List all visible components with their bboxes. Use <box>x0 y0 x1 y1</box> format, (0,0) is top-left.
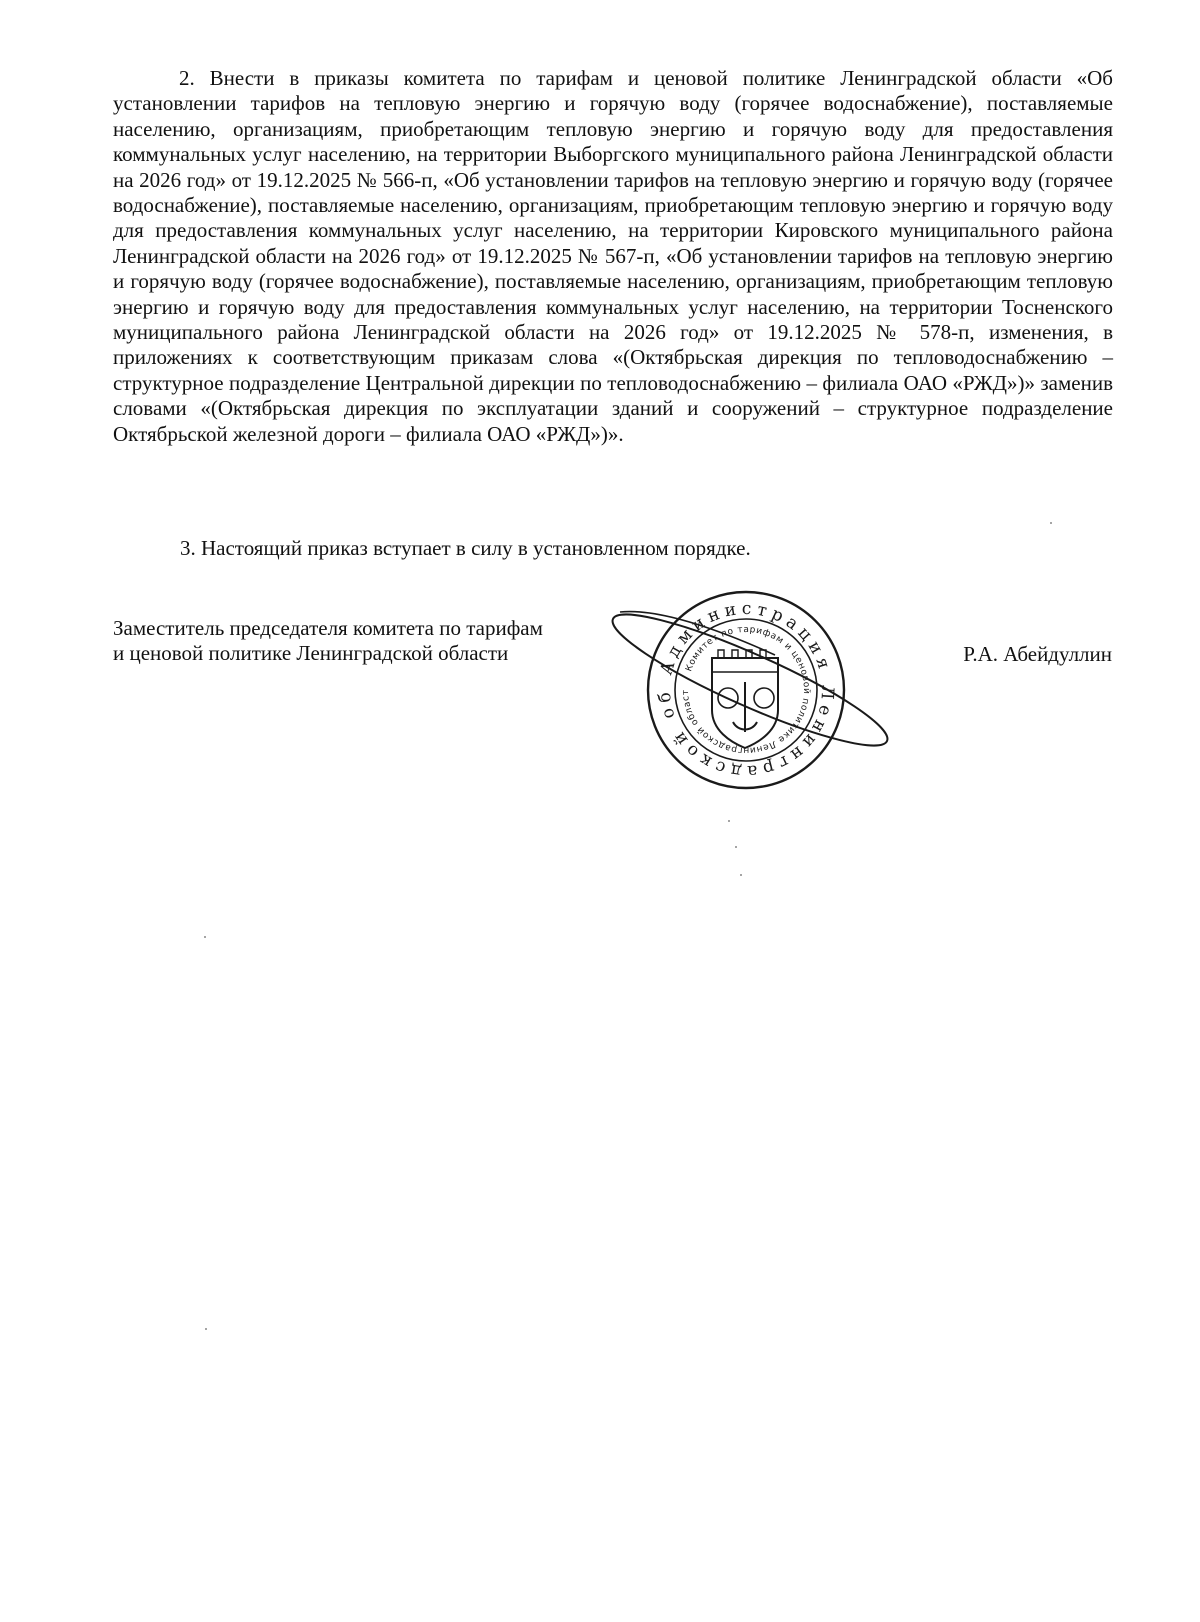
scan-speck <box>205 1328 207 1330</box>
signatory-title-line-2: и ценовой политике Ленинградской области <box>113 641 509 666</box>
seal-outer-text: Администрация Ленинградской об <box>654 598 838 782</box>
scan-speck <box>1050 522 1052 524</box>
paragraph-2: 2. Внести в приказы комитета по тарифам и ценовой политике Ленинградской области «Об установлении тарифов на тепловую энергию и горячую воду (горячее водоснабжение), поставляемые населению, организациям, приобретающим тепловую энергию и горячую воду для предоставления коммунальных услуг населению, на территории Выборгского муниципального района Ленинградской области на 2026 год» от 19.12.2025 № 566-п, «Об установлении тарифов на тепловую энергию и горячую воду (горячее водоснабжение), поставляемые населению, организациям, приобретающим тепловую энергию и горячую воду для предоставления коммунальных услуг населению, на территории Кировского муниципального района Ленинградской области на 2026 год» от 19.12.2025 № 567-п, «Об установлении тарифов на тепловую энергию и горячую воду (горячее водоснабжение), поставляемые населению, организациям, приобретающим тепловую энергию и горячую воду для предоставления коммунальных услуг населению, на территории Тосненского муниципального района Ленинградской области на 2026 год» от 19.12.2025 № 578-п, изменения, в приложениях к соответствующим приказам слова «(Октябрьская дирекция по тепловодоснабжению – структурное подразделение Центральной дирекции по тепловодоснабжению – филиала ОАО «РЖД»)» заменив словами «(Октябрьская дирекция по эксплуатации зданий и сооружений – структурное подразделение Октябрьской железной дороги – филиала ОАО «РЖД»)». <box>113 66 1113 446</box>
scan-speck <box>735 846 737 848</box>
signatory-name: Р.А. Абейдуллин <box>963 642 1112 666</box>
paragraph-3: 3. Настоящий приказ вступает в силу в установленном порядке. <box>180 536 751 560</box>
signatory-title <box>113 616 543 667</box>
signatory-title-line-1: Заместитель председателя комитета по тарифам <box>113 616 543 640</box>
scan-speck <box>728 820 730 822</box>
official-seal <box>600 585 900 795</box>
scan-speck <box>740 874 742 876</box>
scan-speck <box>204 936 206 938</box>
seal-inner-text: Комитет по тарифам и ценовой политике Ленинградской област <box>680 624 812 756</box>
